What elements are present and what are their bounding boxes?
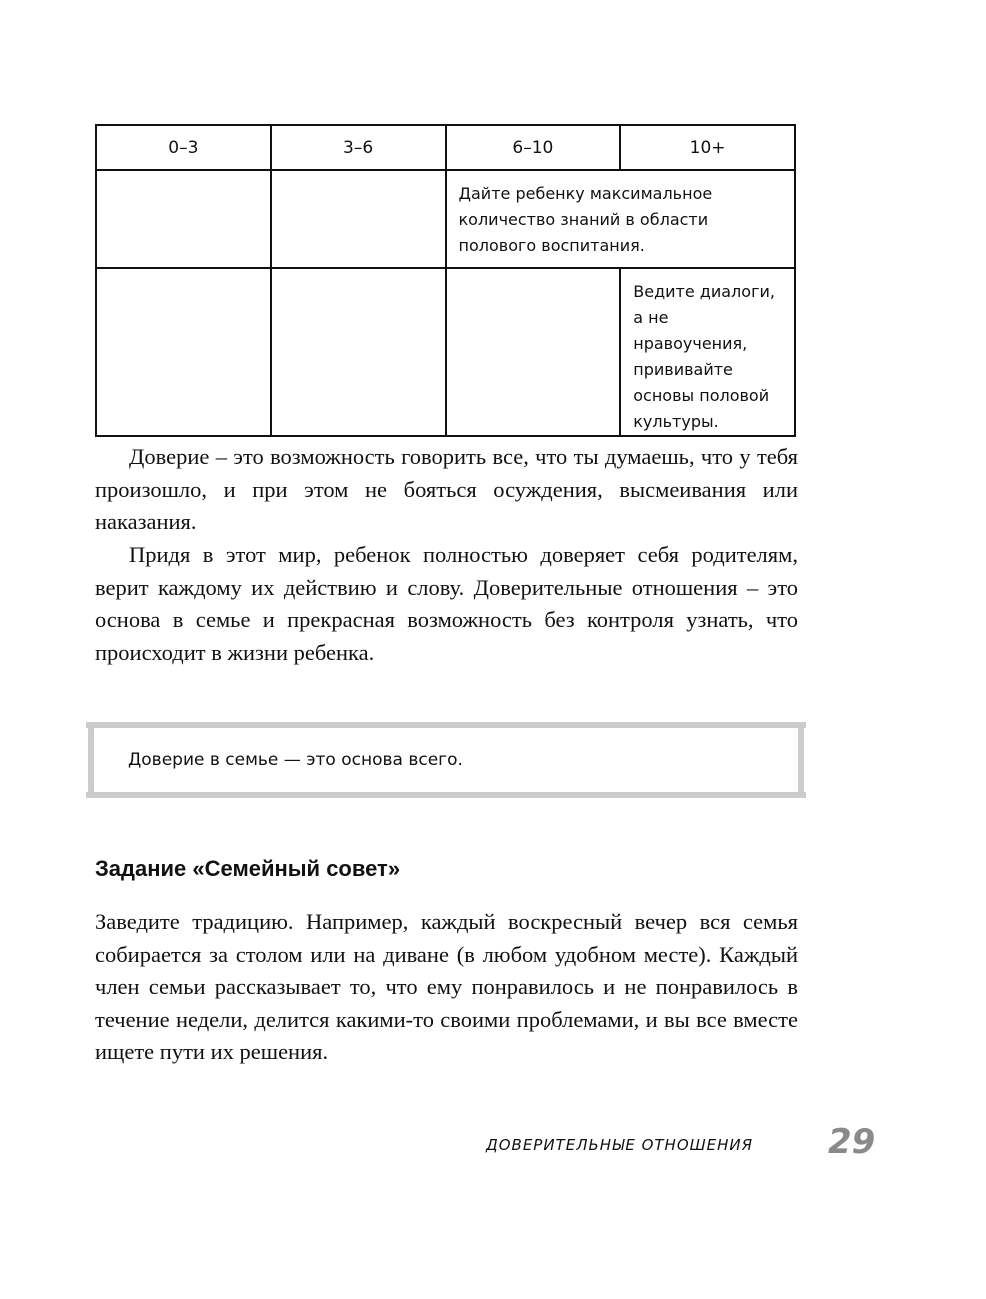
header-age-0-3: 0–3 xyxy=(96,125,271,170)
callout-text: Доверие в семье — это основа всего. xyxy=(128,750,463,770)
page-number: 29 xyxy=(828,1122,876,1162)
header-age-6-10: 6–10 xyxy=(446,125,621,170)
callout-box xyxy=(86,722,806,798)
table-cell-empty xyxy=(96,170,271,268)
task-text: Заведите традицию. Например, каждый воскресный вечер вся семья собирается за столом или на диване (в любом удобном месте). Каждый член семьи рассказывает то, что ему понравилось и не понравилось в течение недели, делится какими-то своими проблемами, и вы все вместе ищете пути их решения. xyxy=(95,909,798,1064)
table-cell-6-plus xyxy=(446,170,796,268)
task-heading: Задание «Семейный совет» xyxy=(95,856,401,881)
recommendation-10-plus: Ведите диалоги, а не нравоучения, прививайте основы половой культуры. xyxy=(633,282,775,431)
age-recommendations-table xyxy=(95,124,796,437)
header-age-3-6: 3–6 xyxy=(271,125,446,170)
recommendation-6-plus: Дайте ребенку максимальное количество знаний в области полового воспитания. xyxy=(458,184,713,255)
paragraph-trust-definition: Доверие – это возможность говорить все, что ты думаешь, что у тебя произошло, и при этом не бояться осуждения, высмеивания или наказания. xyxy=(95,444,798,534)
table-cell-empty xyxy=(271,268,446,436)
header-age-10-plus: 10+ xyxy=(620,125,795,170)
table-cell-empty xyxy=(446,268,621,436)
table-cell-10-plus xyxy=(620,268,795,436)
table-cell-empty xyxy=(271,170,446,268)
running-footer-title: ДОВЕРИТЕЛЬНЫЕ ОТНОШЕНИЯ xyxy=(486,1136,754,1154)
table-cell-empty xyxy=(96,268,271,436)
paragraph-trust-family: Придя в этот мир, ребенок полностью доверяет себя родителям, верит каждому их действию и слову. Доверительные отношения – это основа в семье и прекрасная возможность без контроля узнать, что происходит в жизни ребенка. xyxy=(95,542,798,665)
